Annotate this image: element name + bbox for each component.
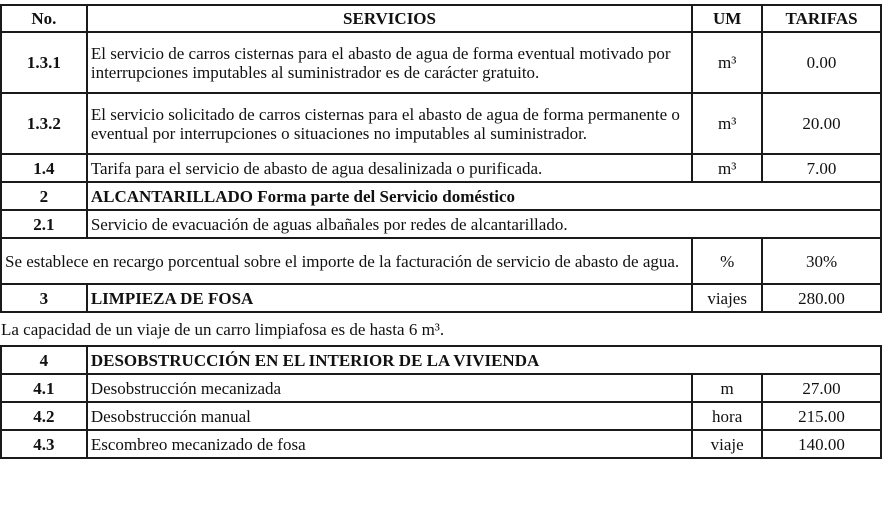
section-number: 2: [1, 182, 87, 210]
header-no: No.: [1, 5, 87, 32]
tariff-table: [0, 4, 882, 459]
row-tariff: 30%: [762, 238, 881, 284]
row-unit: m³: [692, 32, 762, 93]
row-number: 4.3: [1, 430, 87, 458]
row-unit: m: [692, 374, 762, 402]
header-row: [1, 5, 881, 32]
section-number: 4: [1, 346, 87, 374]
row-tariff: 140.00: [762, 430, 881, 458]
table-row: [1, 210, 881, 238]
table-row: [1, 402, 881, 430]
section-title: LIMPIEZA DE FOSA: [87, 284, 692, 312]
row-number: 4.2: [1, 402, 87, 430]
row-description: Servicio de evacuación de aguas albañales por redes de alcantarillado.: [87, 210, 881, 238]
surcharge-description: Se establece en recargo porcentual sobre el importe de la facturación de servicio de abasto de agua.: [1, 238, 692, 284]
header-servicios: SERVICIOS: [87, 5, 692, 32]
section-number: 3: [1, 284, 87, 312]
section-title: DESOBSTRUCCIÓN EN EL INTERIOR DE LA VIVIENDA: [87, 346, 881, 374]
row-description: El servicio solicitado de carros cisternas para el abasto de agua de forma permanente o eventual por interrupciones o situaciones no imputables al suministrador.: [87, 93, 692, 154]
capacity-note: La capacidad de un viaje de un carro limpiafosa es de hasta 6 m³.: [1, 312, 881, 346]
row-unit: %: [692, 238, 762, 284]
row-tariff: 215.00: [762, 402, 881, 430]
header-tarifas: TARIFAS: [762, 5, 881, 32]
row-tariff: 7.00: [762, 154, 881, 182]
note-row: [1, 312, 881, 346]
table-row: [1, 238, 881, 284]
table-row: [1, 374, 881, 402]
section-title: ALCANTARILLADO Forma parte del Servicio doméstico: [87, 182, 881, 210]
row-tariff: 280.00: [762, 284, 881, 312]
row-tariff: 27.00: [762, 374, 881, 402]
section-row: [1, 182, 881, 210]
row-number: 1.4: [1, 154, 87, 182]
section-row: [1, 284, 881, 312]
row-number: 4.1: [1, 374, 87, 402]
row-number: 2.1: [1, 210, 87, 238]
header-um: UM: [692, 5, 762, 32]
row-unit: viajes: [692, 284, 762, 312]
row-number: 1.3.1: [1, 32, 87, 93]
row-unit: viaje: [692, 430, 762, 458]
row-unit: hora: [692, 402, 762, 430]
row-tariff: 0.00: [762, 32, 881, 93]
row-description: Escombreo mecanizado de fosa: [87, 430, 692, 458]
table-row: [1, 430, 881, 458]
table-row: [1, 32, 881, 93]
row-description: Desobstrucción mecanizada: [87, 374, 692, 402]
row-description: Desobstrucción manual: [87, 402, 692, 430]
row-tariff: 20.00: [762, 93, 881, 154]
table-row: [1, 93, 881, 154]
row-unit: m³: [692, 154, 762, 182]
row-description: Tarifa para el servicio de abasto de agua desalinizada o purificada.: [87, 154, 692, 182]
section-row: [1, 346, 881, 374]
row-number: 1.3.2: [1, 93, 87, 154]
table-row: [1, 154, 881, 182]
row-unit: m³: [692, 93, 762, 154]
row-description: El servicio de carros cisternas para el abasto de agua de forma eventual motivado por interrupciones imputables al suministrador es de carácter gratuito.: [87, 32, 692, 93]
